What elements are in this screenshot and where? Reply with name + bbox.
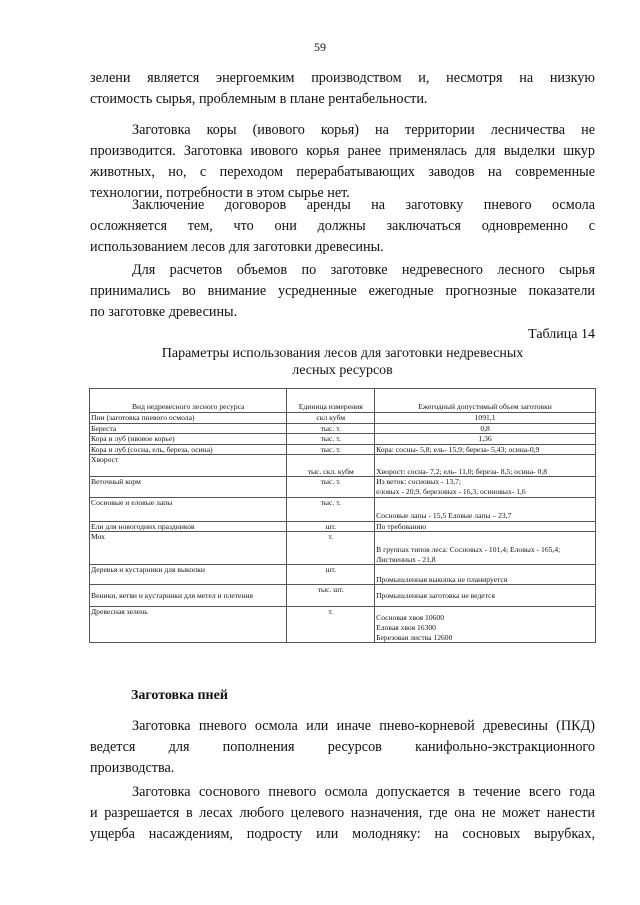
text-line: и разрешается в лесах любого целевого назначения, где она не может нанести bbox=[90, 805, 595, 821]
text-line: осложняется тем, что они должны заключаться одновременно с bbox=[90, 218, 595, 234]
cell-unit: тыс. скл. кубм bbox=[287, 455, 375, 477]
cell-resource: Пни (заготовка пневого осмола) bbox=[90, 413, 287, 424]
table-title-line: лесных ресурсов bbox=[292, 363, 393, 378]
cell-resource: Древесная зелень bbox=[90, 607, 287, 643]
text-line: использованием лесов для заготовки древесины. bbox=[90, 239, 384, 255]
cell-volume: 1091,1 bbox=[375, 413, 596, 424]
cell-volume: Промышленная заготовка не ведется bbox=[375, 585, 596, 607]
text-line: Заключение договоров аренды на заготовку пневого осмола bbox=[132, 197, 595, 213]
cell-resource: Деревья и кустарники для выкопки bbox=[90, 565, 287, 585]
cell-volume bbox=[375, 532, 596, 565]
text-line: Для расчетов объемов по заготовке недревесного лесного сырья bbox=[132, 262, 595, 278]
cell-resource: Ели для новогодних праздников bbox=[90, 521, 287, 532]
cell-resource: Береста bbox=[90, 423, 287, 434]
cell-volume: 1,36 bbox=[375, 434, 596, 445]
cell-resource: Веники, ветви и кустарники для метел и плетения bbox=[90, 585, 287, 607]
cell-volume-line: Лиственных - 21,8 bbox=[376, 554, 436, 564]
text-line: ведется для пополнения ресурсов канифольно-экстракционного bbox=[90, 739, 595, 755]
resources-table bbox=[89, 388, 596, 643]
cell-volume bbox=[375, 607, 596, 643]
cell-volume: 0,8 bbox=[375, 423, 596, 434]
text-line: животных, но, с переходом перерабатывающих заводов на современные bbox=[90, 164, 595, 180]
table-row bbox=[90, 497, 596, 521]
section-heading: Заготовка пней bbox=[131, 688, 228, 703]
cell-resource: Сосновые и еловые лапы bbox=[90, 497, 287, 521]
text-line: Заготовка пневого осмола или иначе пнево-корневой древесины (ПКД) bbox=[132, 718, 595, 734]
text-line: ущерба насаждениям, подросту или молодняку: на сосновых вырубках, bbox=[90, 826, 595, 842]
cell-resource: Кора и луб (ивовое корье) bbox=[90, 434, 287, 445]
cell-volume-line: Березовая листва 12600 bbox=[376, 632, 453, 642]
text-line: Заготовка соснового пневого осмола допускается в течение всего года bbox=[132, 784, 595, 800]
table-row bbox=[90, 607, 596, 643]
cell-resource: Веточный корм bbox=[90, 477, 287, 497]
paragraph-2 bbox=[90, 120, 595, 204]
text-line: производится. Заготовка ивового корья ранее применялась для выделки шкур bbox=[90, 143, 595, 159]
table-row bbox=[90, 413, 596, 424]
cell-resource: Хворост bbox=[90, 455, 287, 477]
cell-volume: Промышленная выкопка не планируется bbox=[375, 565, 596, 585]
text-line: зелени является энергоемким производством и, несмотря на низкую bbox=[90, 70, 595, 86]
text-line: принимались во внимание усредненные ежегодные прогнозные показатели bbox=[90, 283, 595, 299]
text-line: производства. bbox=[90, 760, 175, 776]
cell-volume bbox=[375, 477, 596, 497]
paragraph-3 bbox=[90, 195, 595, 258]
table-title-line: Параметры использования лесов для заготовки недревесных bbox=[161, 346, 524, 361]
header-unit: Единица измерения bbox=[287, 389, 375, 413]
cell-resource: Мох bbox=[90, 532, 287, 565]
cell-unit: тыс. т. bbox=[287, 444, 375, 455]
text-line: Заготовка коры (ивового корья) на территории лесничества не bbox=[132, 122, 595, 138]
cell-volume: Сосновые лапы - 15,5 Еловые лапы – 23,7 bbox=[375, 497, 596, 521]
cell-volume: По требованию bbox=[375, 521, 596, 532]
cell-volume-line: Еловая хвоя 16300 bbox=[376, 622, 436, 632]
table-header-row bbox=[90, 389, 596, 413]
header-volume: Ежегодный допустимый объем заготовки bbox=[375, 389, 596, 413]
paragraph-4 bbox=[90, 260, 595, 323]
cell-unit: тыс. т. bbox=[287, 423, 375, 434]
cell-unit: т. bbox=[287, 607, 375, 643]
cell-resource: Кора и луб (сосна, ель, береза, осина) bbox=[90, 444, 287, 455]
table-row bbox=[90, 477, 596, 497]
table-row bbox=[90, 444, 596, 455]
header-resource: Вид недревесного лесного ресурса bbox=[90, 389, 287, 413]
cell-unit: т. bbox=[287, 532, 375, 565]
table-row bbox=[90, 455, 596, 477]
cell-volume-line: Сосновая хвоя 10600 bbox=[376, 613, 445, 623]
table-title bbox=[90, 345, 595, 379]
text-line: технологии, потребности в этом сырье нет. bbox=[90, 185, 350, 201]
cell-unit: тыс. т. bbox=[287, 497, 375, 521]
table-row bbox=[90, 565, 596, 585]
cell-volume-line: В группах типов леса: Сосновых - 101,4; Еловых - 165,4; bbox=[376, 544, 561, 554]
table-row bbox=[90, 423, 596, 434]
table-row bbox=[90, 532, 596, 565]
cell-unit: шт. bbox=[287, 521, 375, 532]
cell-unit: скл кубм bbox=[287, 413, 375, 424]
text-line: стоимость сырья, проблемным в плане рентабельности. bbox=[90, 91, 428, 107]
table-label: Таблица 14 bbox=[528, 327, 595, 342]
cell-volume: Кора: сосны- 5,8; ель- 15,9; береза- 5,43; осина-0,9 bbox=[375, 444, 596, 455]
table-row bbox=[90, 434, 596, 445]
cell-unit: тыс. т. bbox=[287, 434, 375, 445]
paragraph-6 bbox=[90, 782, 595, 845]
cell-volume: Хворост: сосна- 7,2; ель- 11,0; береза- 8,5; осина- 0,8 bbox=[375, 455, 596, 477]
page-number: 59 bbox=[314, 40, 326, 54]
table-row bbox=[90, 521, 596, 532]
cell-unit: тыс. шт. bbox=[287, 585, 375, 607]
cell-unit: тыс. т. bbox=[287, 477, 375, 497]
cell-volume-line: еловых - 20,9, березовых - 16,3, осиновых- 1,6 bbox=[376, 486, 526, 496]
cell-volume-line: Из веток: сосновых - 13,7; bbox=[376, 477, 461, 487]
cell-unit: шт. bbox=[287, 565, 375, 585]
table-row bbox=[90, 585, 596, 607]
text-line: по заготовке древесины. bbox=[90, 304, 238, 320]
paragraph-1 bbox=[90, 68, 595, 110]
paragraph-5 bbox=[90, 716, 595, 779]
